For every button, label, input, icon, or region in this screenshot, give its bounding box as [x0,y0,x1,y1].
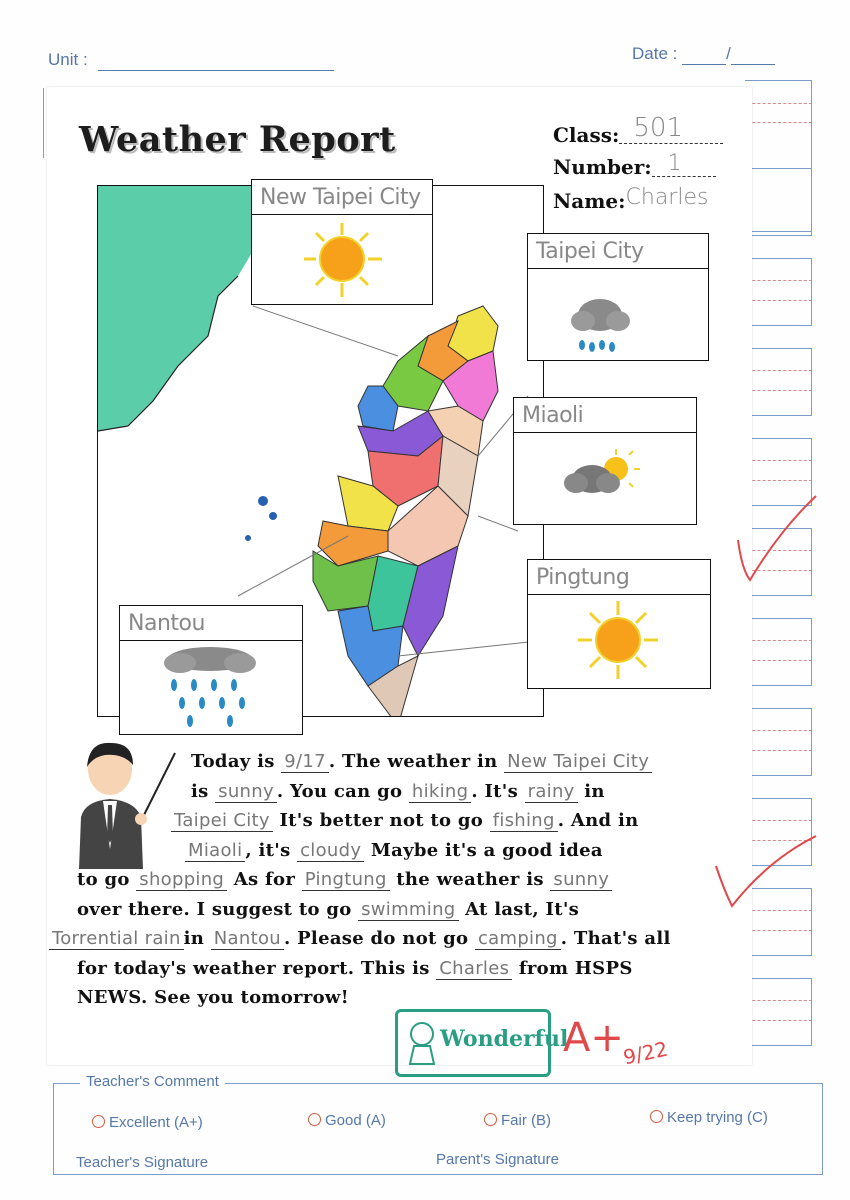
number-row [553,151,716,181]
blank-city-1[interactable]: New Taipei City [504,751,652,773]
unit-line [48,50,334,71]
girl-stamp-icon [404,1018,440,1066]
card-city-name: Pingtung [528,560,710,595]
blank-date[interactable]: 9/17 [281,751,329,773]
card-city-name: Taipei City [528,234,708,269]
blank-activity-2[interactable]: fishing [490,810,558,832]
teacher-comment-box [53,1073,823,1175]
worksheet-title: Weather Report [79,119,396,160]
sun-icon [252,215,432,303]
name-value[interactable]: Charles [625,185,709,210]
date-separator: / [726,44,731,63]
radio-circle-icon[interactable] [650,1110,663,1123]
blank-activity-4[interactable]: swimming [358,899,458,921]
card-city-name: Nantou [120,606,302,641]
number-label: Number: [553,155,652,179]
cloudy-sun-icon [514,433,696,523]
date-month-field[interactable] [682,44,726,65]
option-excellent[interactable]: Excellent (A+) [92,1114,203,1131]
name-label: Name: [553,189,626,213]
weather-card-taipei [527,233,709,361]
blank-weather-2[interactable]: rainy [525,781,578,803]
check-mark-icon [730,490,820,590]
blank-weather-1[interactable]: sunny [215,781,277,803]
blank-weather-3[interactable]: cloudy [297,840,364,862]
weather-card-nantou [119,605,303,735]
number-value[interactable]: 1 [652,151,716,177]
class-label: Class: [553,123,620,147]
teacher-signature-label: Teacher's Signature [76,1154,209,1171]
date-day-field[interactable] [731,44,775,65]
worksheet [47,87,752,1070]
teacher-comment-legend: Teacher's Comment [80,1073,225,1090]
radio-circle-icon[interactable] [92,1115,105,1128]
blank-weather-5[interactable]: Torrential rain [49,928,184,950]
card-city-name: New Taipei City [252,180,432,215]
date-line [632,44,775,65]
blank-city-2[interactable]: Taipei City [171,810,273,832]
option-fair[interactable]: Fair (B) [484,1112,551,1129]
blank-activity-1[interactable]: hiking [409,781,471,803]
option-good[interactable]: Good (A) [308,1112,386,1129]
weather-card-miaoli [513,397,697,525]
radio-circle-icon[interactable] [308,1113,321,1126]
option-keep-trying[interactable]: Keep trying (C) [650,1109,768,1126]
grade-date: 9/22 [620,1036,670,1070]
radio-circle-icon[interactable] [484,1113,497,1126]
blank-weather-4[interactable]: sunny [550,869,612,891]
rain-cloud-icon [528,269,708,359]
unit-label: Unit : [48,50,88,69]
weather-card-pingtung [527,559,711,689]
blank-city-4[interactable]: Pingtung [302,869,390,891]
blank-activity-3[interactable]: shopping [136,869,227,891]
weather-story: Today is 9/17 . The weather in New Taipei City is sunny . You can go hiking . It's rainy in Taipei City It's better not to go fishing . And in Miaoli , it's cloudy Maybe it's a good idea to go shopping As for Pingtung the weather is sunny over there. I suggest to go swimming At last, It's Torrential rain in Nantou . Please do not go camping . That's all for today's weather report. This is Charles from HSPS NEWS. See you tomorrow! [77,747,699,1013]
name-row [553,185,709,214]
sun-icon [528,595,710,687]
weather-card-new-taipei [251,179,433,305]
grade-mark: A+ [563,1015,624,1061]
unit-field[interactable] [98,50,334,71]
card-city-name: Miaoli [514,398,696,433]
wonderful-stamp [395,1009,569,1077]
blank-city-5[interactable]: Nantou [211,928,284,950]
heavy-rain-icon [120,641,302,733]
stamp-text: Wonderful [440,1026,569,1052]
class-value[interactable]: 501 [619,113,723,144]
check-mark-icon [712,830,822,910]
parent-signature-label: Parent's Signature [436,1151,559,1168]
blank-activity-5[interactable]: camping [475,928,561,950]
class-row [553,113,723,150]
date-label: Date : [632,44,678,63]
blank-city-3[interactable]: Miaoli [185,840,245,862]
blank-reporter[interactable]: Charles [436,958,512,980]
